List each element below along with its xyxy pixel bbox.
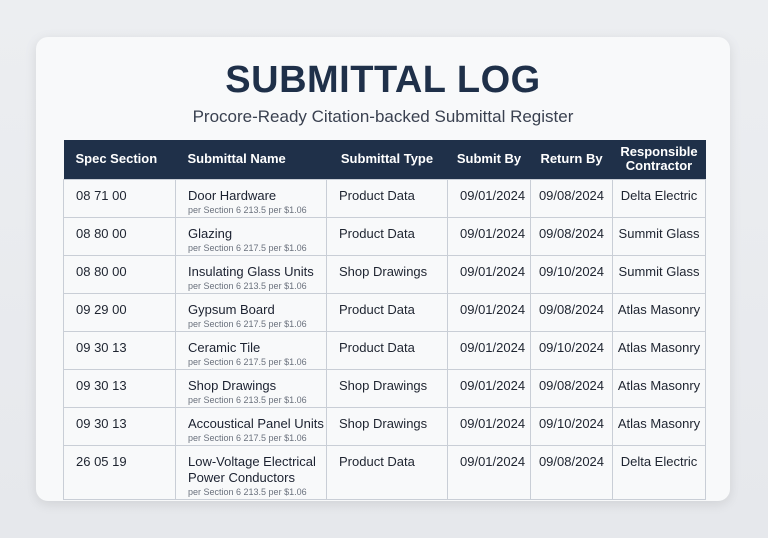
- submittal-name: Insulating Glass Units: [188, 263, 314, 279]
- cell-submit-by: 09/01/2024: [448, 293, 531, 331]
- cell-submit-by: 09/01/2024: [448, 179, 531, 217]
- cell-return-by: 09/10/2024: [531, 407, 613, 445]
- col-header-submittal-type[interactable]: Submittal Type: [340, 151, 434, 167]
- cell-submit-by: 09/01/2024: [448, 445, 531, 499]
- cell-submit-by: 09/01/2024: [448, 217, 531, 255]
- table-row[interactable]: [64, 217, 706, 255]
- col-header-spec-section[interactable]: Spec Section: [75, 151, 158, 167]
- submittal-log-card: [36, 37, 730, 501]
- cell-submit-by: 09/01/2024: [448, 369, 531, 407]
- cell-responsible-contractor: Atlas Masonry: [613, 293, 706, 331]
- page-title: SUBMITTAL LOG: [225, 59, 541, 101]
- cell-spec-section: 26 05 19: [64, 445, 176, 499]
- cell-submittal-type: Product Data: [327, 293, 448, 331]
- cell-responsible-contractor: Delta Electric: [613, 179, 706, 217]
- cell-submittal-type: Shop Drawings: [327, 369, 448, 407]
- col-header-return-by[interactable]: Return By: [540, 151, 603, 167]
- table-row[interactable]: [64, 369, 706, 407]
- cell-return-by: 09/08/2024: [531, 445, 613, 499]
- table-row[interactable]: [64, 331, 706, 369]
- cell-return-by: 09/08/2024: [531, 293, 613, 331]
- table-row[interactable]: [64, 445, 706, 499]
- cell-return-by: 09/08/2024: [531, 179, 613, 217]
- cell-spec-section: 09 30 13: [64, 369, 176, 407]
- submittal-name: Shop Drawings: [188, 377, 277, 393]
- cell-submittal-name: [176, 407, 327, 445]
- cell-submittal-name: [176, 445, 327, 499]
- cell-responsible-contractor: Atlas Masonry: [613, 369, 706, 407]
- cell-responsible-contractor: Atlas Masonry: [613, 331, 706, 369]
- cell-spec-section: 09 30 13: [64, 407, 176, 445]
- cell-submit-by: 09/01/2024: [448, 331, 531, 369]
- submittal-citation: per Section 6 213.5 per $1.06: [188, 486, 307, 497]
- cell-submittal-type: Product Data: [327, 179, 448, 217]
- col-header-submittal-name[interactable]: Submittal Name: [187, 151, 286, 167]
- cell-submittal-type: Product Data: [327, 331, 448, 369]
- submittal-table: [63, 140, 706, 500]
- cell-spec-section: 08 71 00: [64, 179, 176, 217]
- cell-submittal-type: Shop Drawings: [327, 255, 448, 293]
- table-row[interactable]: [64, 255, 706, 293]
- cell-spec-section: 09 30 13: [64, 331, 176, 369]
- cell-return-by: 09/10/2024: [531, 255, 613, 293]
- submittal-citation: per Section 6 213.5 per $1.06: [188, 394, 307, 405]
- cell-submittal-name: [176, 217, 327, 255]
- table-row[interactable]: [64, 179, 706, 217]
- submittal-name: Accoustical Panel Units: [188, 415, 324, 431]
- cell-submit-by: 09/01/2024: [448, 255, 531, 293]
- table-header-row: [64, 140, 706, 179]
- table-row[interactable]: [64, 293, 706, 331]
- cell-submittal-name: [176, 369, 327, 407]
- cell-responsible-contractor: Delta Electric: [613, 445, 706, 499]
- col-header-responsible-contractor[interactable]: Responsible Contractor: [620, 144, 698, 174]
- cell-return-by: 09/10/2024: [531, 331, 613, 369]
- submittal-name: Glazing: [188, 225, 233, 241]
- cell-spec-section: 08 80 00: [64, 255, 176, 293]
- page-subtitle: Procore-Ready Citation-backed Submittal Register: [192, 107, 574, 126]
- submittal-citation: per Section 6 213.5 per $1.06: [188, 204, 307, 215]
- table-body: [64, 179, 706, 499]
- cell-submittal-name: [176, 293, 327, 331]
- submittal-citation: per Section 6 217.5 per $1.06: [188, 432, 307, 443]
- table-row[interactable]: [64, 407, 706, 445]
- submittal-citation: per Section 6 213.5 per $1.06: [188, 280, 307, 291]
- cell-spec-section: 09 29 00: [64, 293, 176, 331]
- cell-submittal-name: [176, 255, 327, 293]
- cell-submittal-name: [176, 179, 327, 217]
- submittal-name: Door Hardware: [188, 187, 277, 203]
- cell-return-by: 09/08/2024: [531, 369, 613, 407]
- submittal-citation: per Section 6 217.5 per $1.06: [188, 356, 307, 367]
- cell-spec-section: 08 80 00: [64, 217, 176, 255]
- cell-return-by: 09/08/2024: [531, 217, 613, 255]
- cell-submittal-type: Product Data: [327, 217, 448, 255]
- submittal-citation: per Section 6 217.5 per $1.06: [188, 242, 307, 253]
- cell-submittal-type: Shop Drawings: [327, 407, 448, 445]
- cell-responsible-contractor: Atlas Masonry: [613, 407, 706, 445]
- submittal-name: Low-Voltage Electrical Power Conductors: [188, 453, 316, 485]
- cell-submit-by: 09/01/2024: [448, 407, 531, 445]
- cell-submittal-type: Product Data: [327, 445, 448, 499]
- submittal-name: Gypsum Board: [188, 301, 275, 317]
- cell-responsible-contractor: Summit Glass: [613, 255, 706, 293]
- submittal-citation: per Section 6 217.5 per $1.06: [188, 318, 307, 329]
- cell-responsible-contractor: Summit Glass: [613, 217, 706, 255]
- submittal-name: Ceramic Tile: [188, 339, 261, 355]
- col-header-submit-by[interactable]: Submit By: [456, 151, 522, 167]
- cell-submittal-name: [176, 331, 327, 369]
